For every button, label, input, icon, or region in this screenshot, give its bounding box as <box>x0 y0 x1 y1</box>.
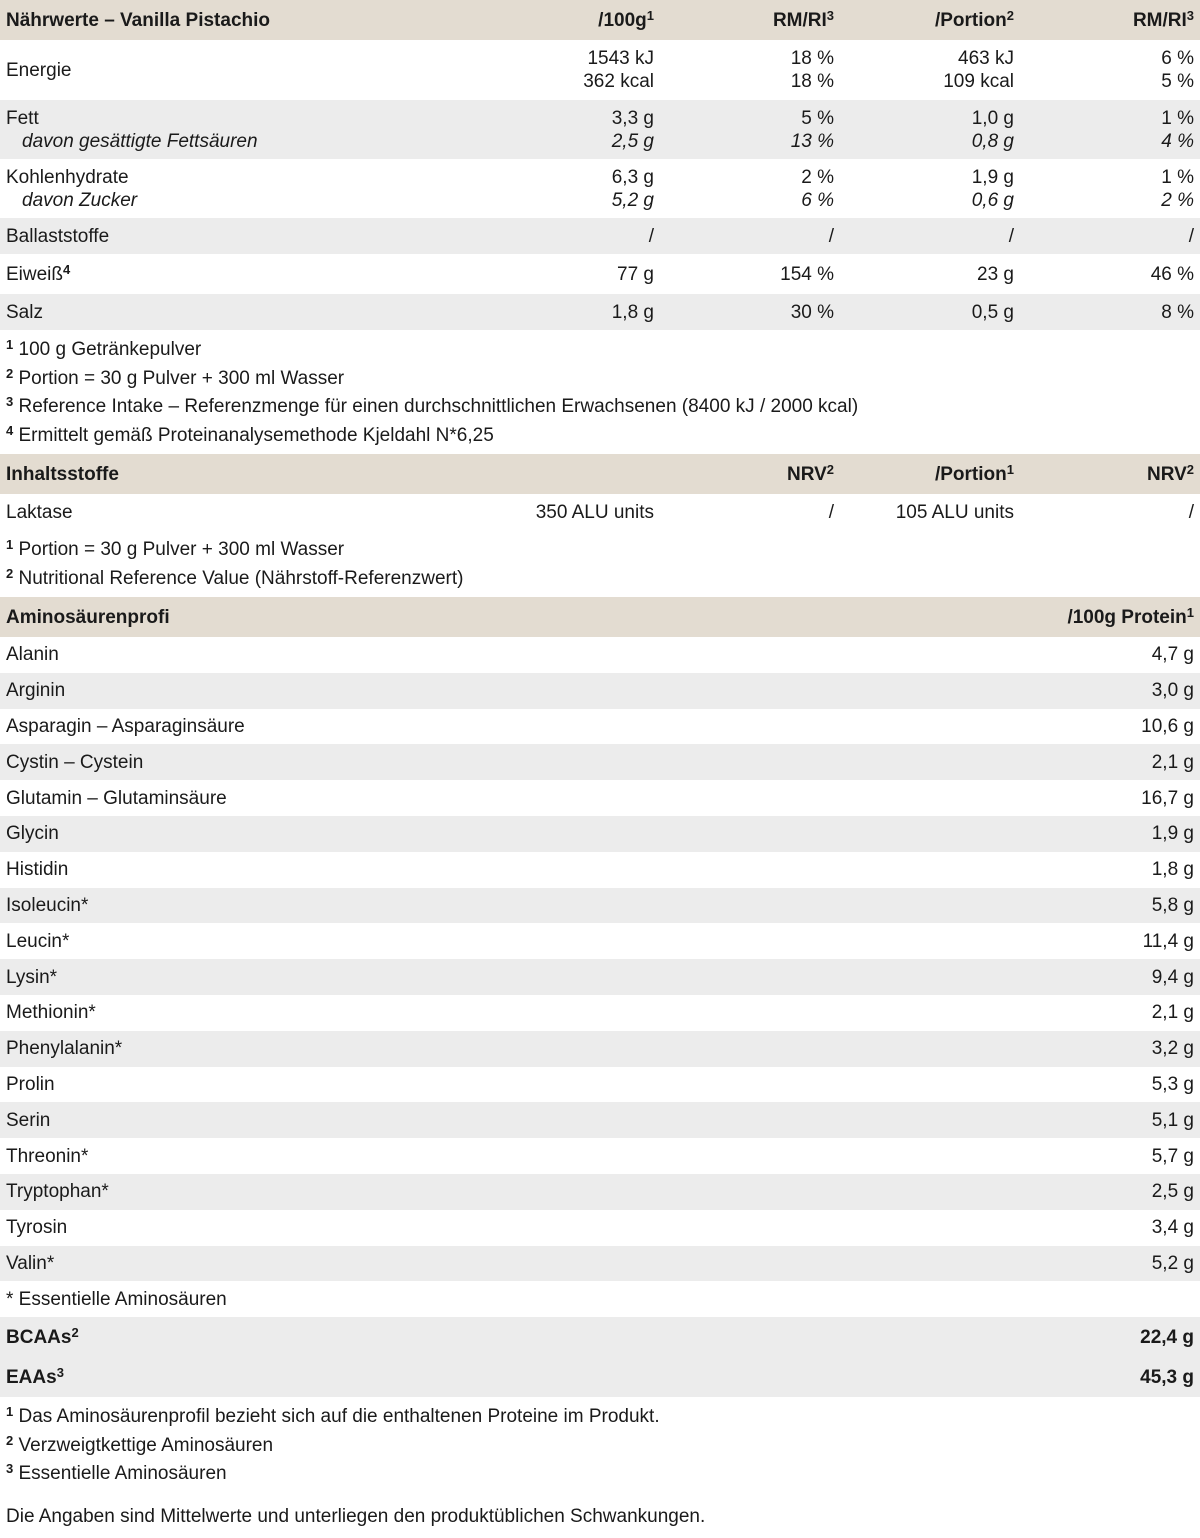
essential-note: * Essentielle Aminosäuren <box>6 1288 227 1310</box>
row-bcaa <box>0 1317 1200 1357</box>
row-label: Fett davon gesättigte Fettsäuren <box>6 107 258 152</box>
nutrition-footnotes <box>0 330 1200 454</box>
amino-value: 9,4 g <box>1151 966 1194 988</box>
table-row <box>0 852 1200 888</box>
amino-value: 16,7 g <box>1141 787 1194 809</box>
table-row <box>0 923 1200 959</box>
table-row <box>0 637 1200 673</box>
table-row <box>0 959 1200 995</box>
footnote: $^1$ Portion = 30 g Pulver + 300 ml Wasser <box>6 537 345 560</box>
amino-title: Aminosäurenprofi <box>6 606 170 628</box>
amino-table <box>0 597 1200 1397</box>
amino-label: Prolin <box>6 1073 55 1095</box>
cell-rm1: 154 % <box>780 263 834 285</box>
row-label: BCAAs$^2$ <box>6 1324 79 1348</box>
row-label: EAAs$^3$ <box>6 1364 64 1388</box>
col-nrv1: NRV$^2$ <box>786 461 834 485</box>
cell-portion: 105 ALU units <box>895 501 1014 523</box>
row-kohlenhydrate <box>0 159 1200 218</box>
cell-portion: 23 g <box>977 263 1014 285</box>
cell-per100: 1,8 g <box>611 301 654 323</box>
amino-value: 3,0 g <box>1151 680 1194 702</box>
amino-rows <box>0 637 1200 1281</box>
amino-label: Histidin <box>6 859 69 881</box>
amino-label: Phenylalanin* <box>6 1038 123 1060</box>
amino-label: Glycin <box>6 823 59 845</box>
amino-label: Tyrosin <box>6 1217 68 1239</box>
cell-rm1: / <box>828 225 834 247</box>
cell-nrv2: / <box>1188 501 1194 523</box>
amino-label: Cystin – Cystein <box>6 751 144 773</box>
table-row <box>0 1102 1200 1138</box>
cell-rm1: 30 % <box>790 301 834 323</box>
col-nrv2: NRV$^2$ <box>1146 461 1194 485</box>
table-row <box>0 1174 1200 1210</box>
cell-rm1: 18 % 18 % <box>790 48 834 92</box>
amino-value: 1,8 g <box>1151 859 1194 881</box>
table-row <box>0 1246 1200 1282</box>
amino-value: 10,6 g <box>1141 715 1194 737</box>
amino-value: 5,1 g <box>1151 1109 1194 1131</box>
row-ballaststoffe <box>0 218 1200 254</box>
amino-value: 3,2 g <box>1151 1038 1194 1060</box>
amino-label: Serin <box>6 1109 51 1131</box>
amino-label: Methionin* <box>6 1002 96 1024</box>
footnote: $^2$ Verzweigtkettige Aminosäuren <box>6 1432 274 1456</box>
table-row <box>0 1138 1200 1174</box>
amino-label: Asparagin – Asparaginsäure <box>6 715 245 737</box>
row-label: Ballaststoffe <box>6 225 110 247</box>
table-row <box>0 888 1200 924</box>
col-per100: $/100g^1$ <box>598 7 654 31</box>
amino-value: 5,3 g <box>1151 1073 1194 1095</box>
col-portion: /Portion$^2$ <box>934 7 1014 31</box>
nutrition-table <box>0 0 1200 330</box>
table-row <box>0 709 1200 745</box>
row-label: Laktase <box>6 501 73 523</box>
amino-value: 2,1 g <box>1151 751 1194 773</box>
row-label: Kohlenhydrate davon Zucker <box>6 166 138 211</box>
amino-label: Tryptophan* <box>6 1181 109 1203</box>
amino-value: 5,8 g <box>1151 894 1194 916</box>
table-row <box>0 816 1200 852</box>
cell-rm1: 2 % 6 % <box>801 166 834 211</box>
row-fett <box>0 100 1200 159</box>
table-row <box>0 780 1200 816</box>
cell-per100: / <box>648 225 654 247</box>
cell-portion: 463 kJ 109 kcal <box>943 48 1014 92</box>
essential-note-row <box>0 1281 1200 1317</box>
footnote: $^4$ Ermittelt gemäß Proteinanalysemethode Kjeldahl N*6,25 <box>6 422 494 446</box>
amino-label: Valin* <box>6 1252 55 1274</box>
closing-note: Die Angaben sind Mittelwerte und unterliegen den produktüblichen Schwankungen. <box>6 1505 706 1527</box>
row-salz <box>0 294 1200 330</box>
cell-rm2: 46 % <box>1150 263 1194 285</box>
col-portion: /Portion$^1$ <box>934 461 1014 485</box>
amino-label: Arginin <box>6 680 66 702</box>
cell-value: 22,4 g <box>1140 1326 1194 1348</box>
amino-value: 3,4 g <box>1151 1217 1194 1239</box>
amino-value: 5,7 g <box>1151 1145 1194 1167</box>
col-rm2: $RM/RI^3$ <box>1132 7 1194 31</box>
footnote: $^2$ Nutritional Reference Value (Nährstoff-Referenzwert) <box>6 565 464 589</box>
amino-label: Lysin* <box>6 966 58 988</box>
amino-footnotes <box>0 1397 1200 1493</box>
ingredients-header-row <box>0 454 1200 494</box>
cell-value: 45,3 g <box>1140 1366 1194 1388</box>
cell-per100: 77 g <box>617 263 654 285</box>
footnote: $^2$ Portion = 30 g Pulver + 300 ml Wasser <box>6 365 345 389</box>
cell-rm1: 5 % 13 % <box>790 107 834 152</box>
amino-value: 5,2 g <box>1151 1252 1194 1274</box>
cell-portion: / <box>1008 225 1014 247</box>
cell-portion: 0,5 g <box>971 301 1014 323</box>
row-label: Energie <box>6 59 72 81</box>
cell-amount: 350 ALU units <box>535 501 654 523</box>
row-label: Eiweiß$^4$ <box>6 261 71 285</box>
amino-label: Threonin* <box>6 1145 89 1167</box>
cell-per100: 6,3 g 5,2 g <box>611 166 654 211</box>
table-row <box>0 995 1200 1031</box>
cell-rm2: 1 % 2 % <box>1161 166 1194 211</box>
cell-portion: 1,9 g 0,6 g <box>971 166 1014 211</box>
cell-rm2: 1 % 4 % <box>1161 107 1194 152</box>
row-laktase <box>0 494 1200 530</box>
amino-label: Alanin <box>6 644 59 666</box>
cell-nrv1: / <box>828 501 834 523</box>
amino-value: 1,9 g <box>1151 823 1194 845</box>
row-energie <box>0 40 1200 100</box>
ingredients-table <box>0 454 1200 530</box>
cell-rm2: 6 % 5 % <box>1161 48 1194 92</box>
nutrition-header-row <box>0 0 1200 40</box>
ingredients-title: Inhaltsstoffe <box>6 463 119 485</box>
cell-per100: 1543 kJ 362 kcal <box>583 48 654 92</box>
cell-rm2: 8 % <box>1161 301 1194 323</box>
amino-label: Leucin* <box>6 930 70 952</box>
amino-value: 2,1 g <box>1151 1002 1194 1024</box>
amino-label: Isoleucin* <box>6 894 89 916</box>
amino-label: Glutamin – Glutaminsäure <box>6 787 227 809</box>
table-row <box>0 1210 1200 1246</box>
cell-per100: 3,3 g 2,5 g <box>611 107 654 152</box>
col-per100-protein: /100g Protein$^1$ <box>1067 604 1194 628</box>
amino-header-row <box>0 597 1200 637</box>
table-row <box>0 673 1200 709</box>
table-row <box>0 1031 1200 1067</box>
footnote: $^3$ Reference Intake – Referenzmenge für einen durchschnittlichen Erwachsenen (8400 kJ / 2000 kcal) <box>6 394 859 417</box>
cell-portion: 1,0 g 0,8 g <box>971 107 1014 152</box>
table-row <box>0 1067 1200 1103</box>
amino-value: 2,5 g <box>1151 1181 1194 1203</box>
row-eaa <box>0 1357 1200 1397</box>
ingredients-footnotes <box>0 530 1200 597</box>
amino-value: 11,4 g <box>1142 930 1194 952</box>
nutrition-title: Nährwerte – Vanilla Pistachio <box>6 9 270 31</box>
footnote: $^1$ Das Aminosäurenprofil bezieht sich auf die enthaltenen Proteine im Produkt. <box>6 1404 660 1428</box>
footnote: $^1$ 100 g Getränkepulver <box>6 337 202 360</box>
col-rm1: $RM/RI^3$ <box>772 7 834 31</box>
table-row <box>0 744 1200 780</box>
footnote: $^3$ Essentielle Aminosäuren <box>6 1461 227 1485</box>
amino-value: 4,7 g <box>1151 644 1194 666</box>
row-eiweiss <box>0 254 1200 294</box>
row-label: Salz <box>6 301 43 323</box>
cell-rm2: / <box>1188 225 1194 247</box>
